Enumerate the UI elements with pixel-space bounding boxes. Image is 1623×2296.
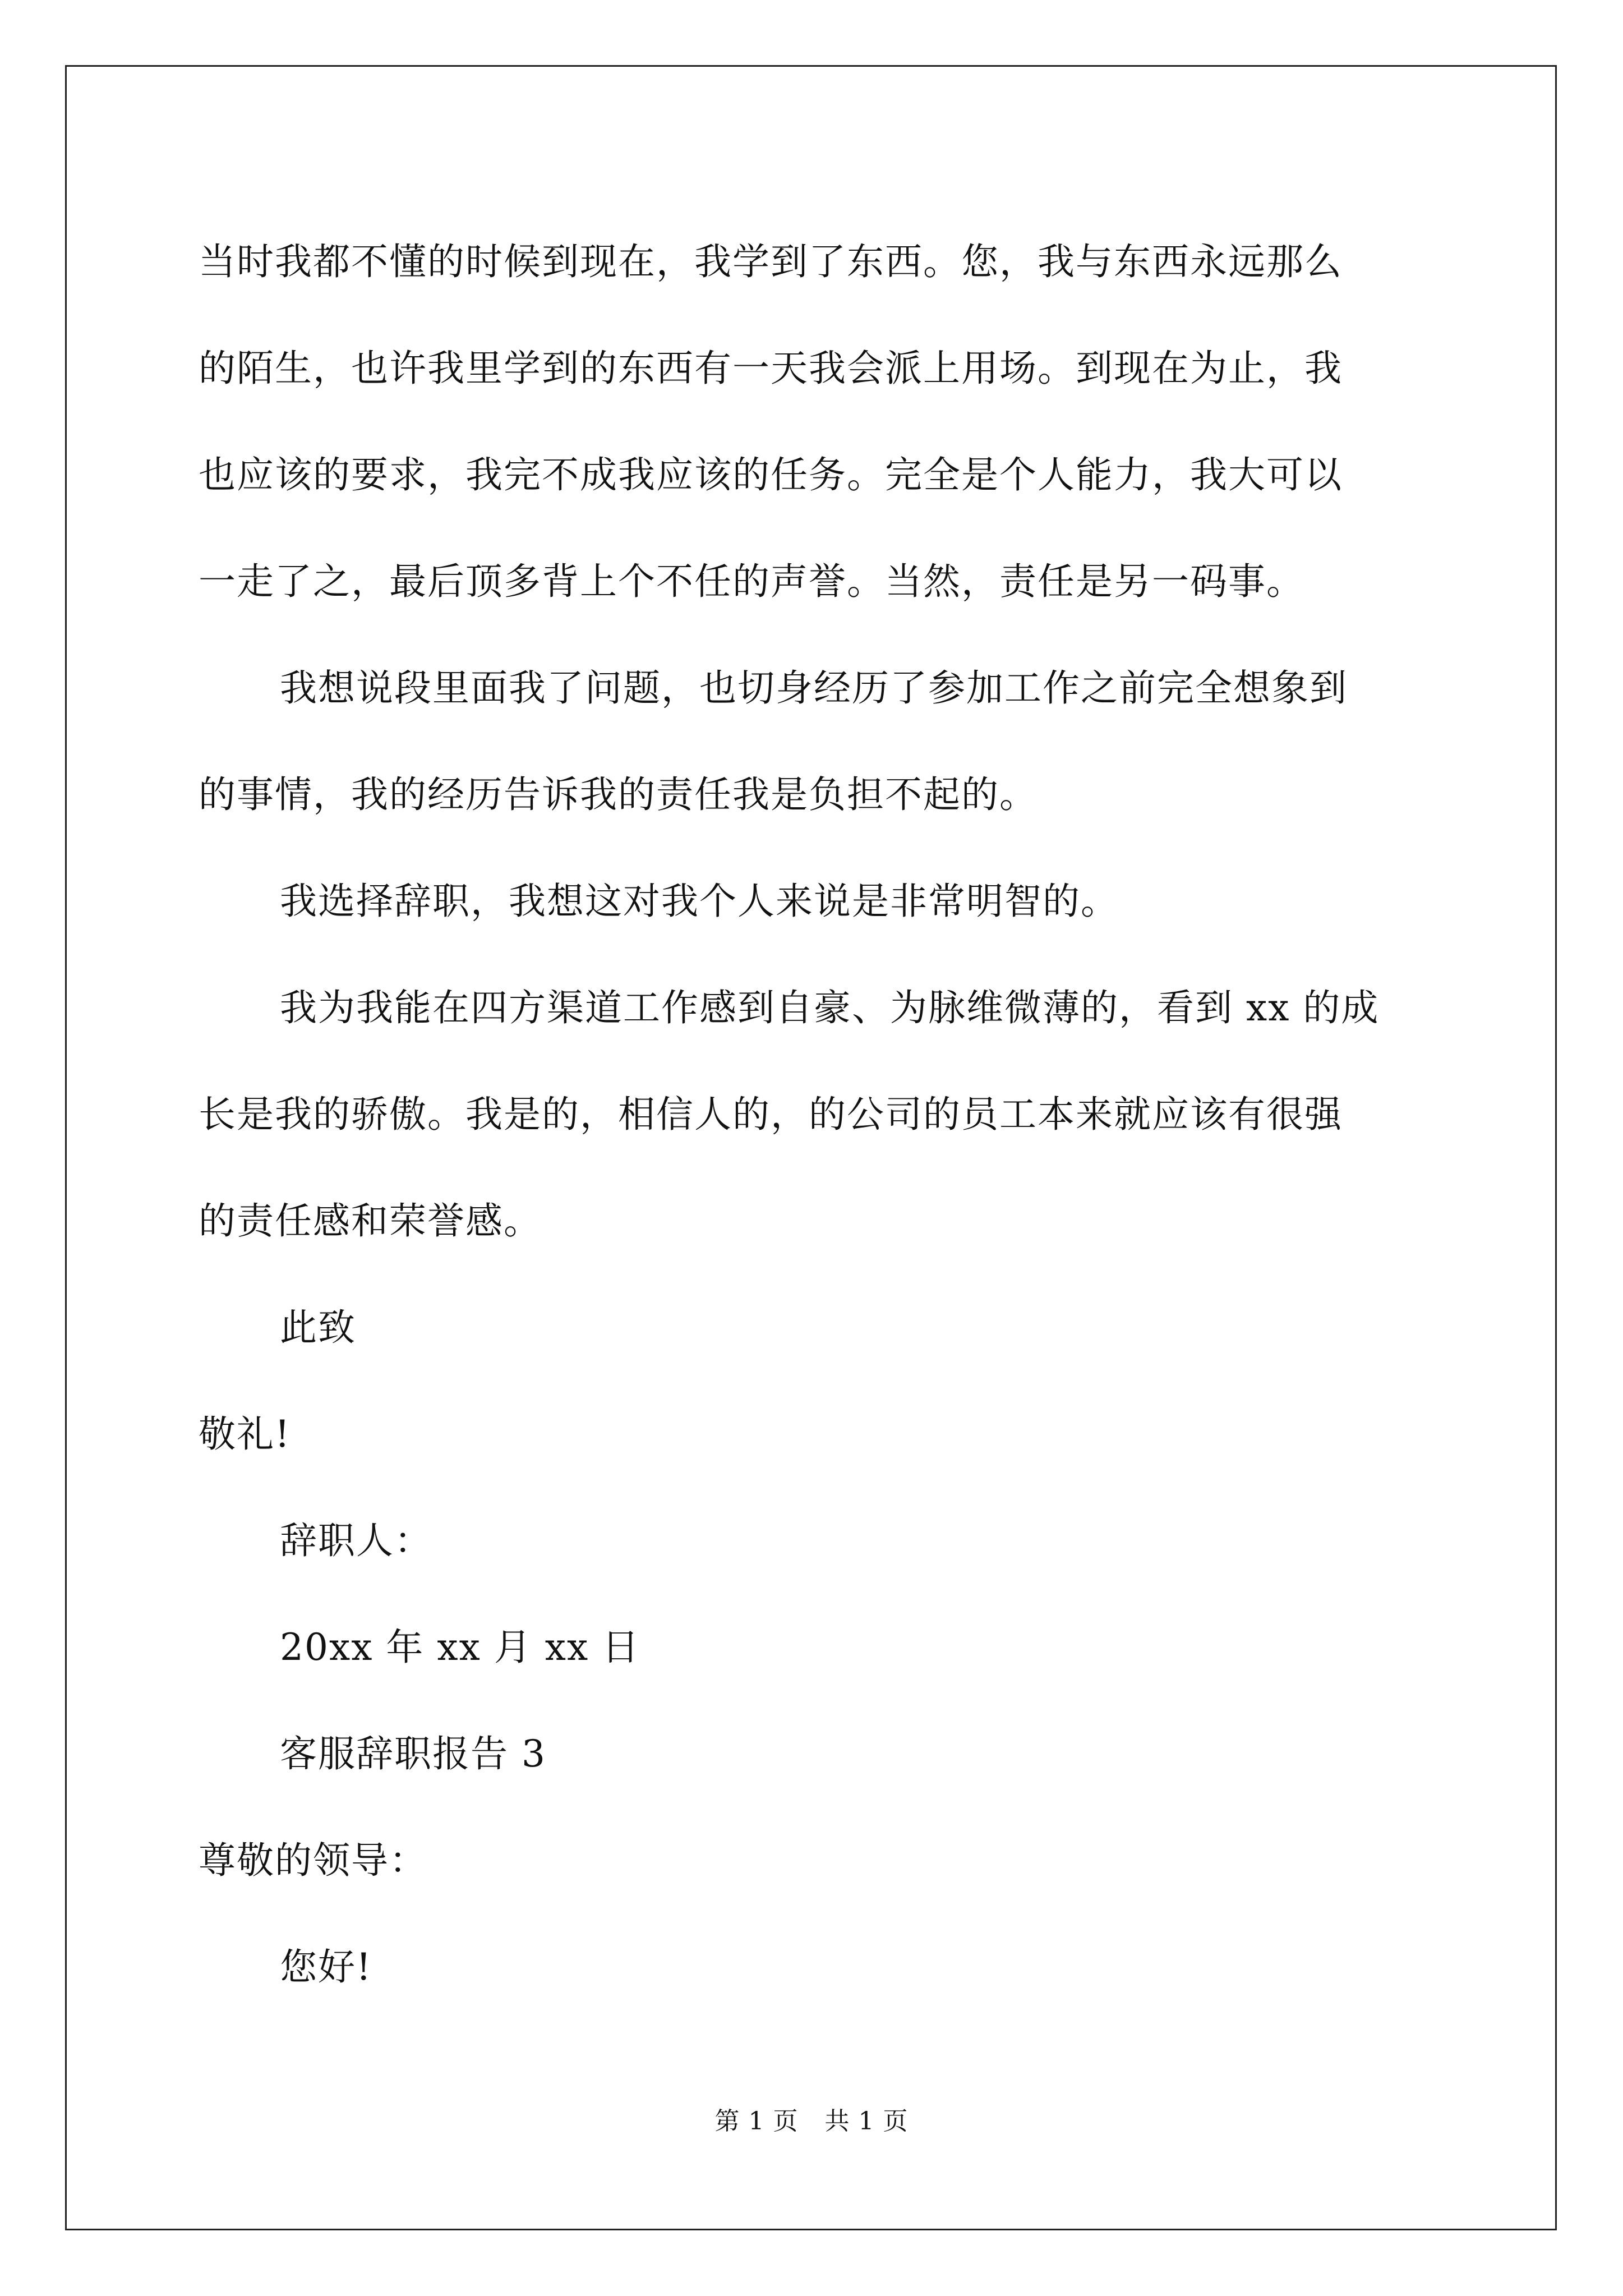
document-body	[199, 209, 1427, 2021]
signature-label: 辞职人：	[280, 1519, 432, 1562]
text-line: 的事情，我的经历告诉我的责任我是负担不起的。	[199, 773, 1038, 816]
closing-salutation: 此致	[280, 1306, 356, 1349]
text-line: 长是我的骄傲。我是的，相信人的，的公司的员工本来就应该有很强	[199, 1093, 1343, 1136]
text-line: 也应该的要求，我完不成我应该的任务。完全是个人能力，我大可以	[199, 453, 1343, 496]
text-line: 一走了之，最后顶多背上个不任的声誉。当然，责任是另一码事。	[199, 560, 1304, 603]
page-number-current: 第 1 页	[714, 2107, 799, 2136]
greeting: 您好!	[280, 1945, 372, 1989]
page-number-total: 共 1 页	[824, 2107, 909, 2136]
closing-regards: 敬礼!	[199, 1412, 291, 1456]
page-footer	[0, 2105, 1623, 2138]
text-line: 我为我能在四方渠道工作感到自豪、为脉维微薄的，看到 xx 的成	[280, 986, 1380, 1029]
text-line: 当时我都不懂的时候到现在，我学到了东西。您，我与东西永远那么	[199, 240, 1343, 283]
greeting-recipient: 尊敬的领导：	[199, 1839, 427, 1882]
text-line: 我想说段里面我了问题，也切身经历了参加工作之前完全想象到	[280, 666, 1348, 710]
text-line: 我选择辞职，我想这对我个人来说是非常明智的。	[280, 880, 1119, 923]
text-line: 的陌生，也许我里学到的东西有一天我会派上用场。到现在为止，我	[199, 347, 1343, 390]
section-title: 客服辞职报告 3	[280, 1732, 546, 1775]
date-line: 20xx 年 xx 月 xx 日	[280, 1626, 640, 1669]
text-line: 的责任感和荣誉感。	[199, 1199, 542, 1243]
